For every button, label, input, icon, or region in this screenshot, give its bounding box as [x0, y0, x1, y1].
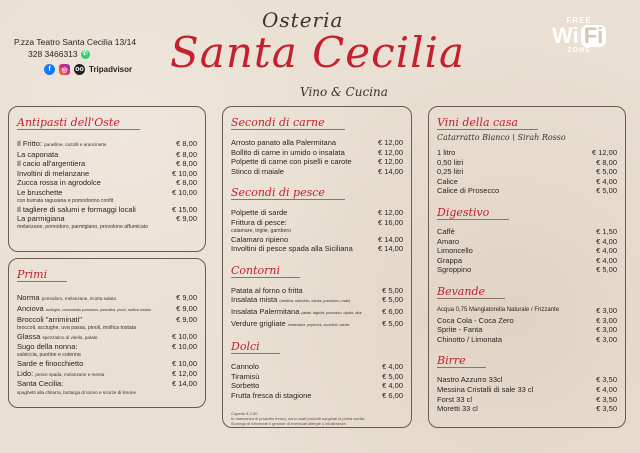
list-item: Broccoli "arriminati" € 9,00 [17, 315, 197, 325]
footer-notes [231, 411, 403, 426]
list-item: Anciova acciughe, concentrato pomodoro, passolina, pinoli, mollica tostata € 9,00 [17, 303, 197, 313]
antipasti-list [17, 139, 197, 231]
secondi-carne-title: Secondi di carne [231, 116, 345, 130]
list-item: Nastro Azzurro 33cl € 3,50 [437, 375, 617, 385]
list-item: Polpette di carne con piselli e carote € 12,00 [231, 157, 403, 167]
disclaimer-1: In mancanza di prodotto fresco, sono usati prodotti surgelati di prima scelta. [231, 415, 366, 421]
list-item: Sprite - Fanta € 3,00 [437, 325, 617, 335]
tripadvisor-label: Tripadvisor [89, 65, 133, 74]
address-block [14, 36, 136, 60]
wifi-wi: Wi [552, 23, 579, 48]
list-item: Stinco di maiale € 14,00 [231, 166, 403, 176]
cecilia-note: spaghetti alla chitarra, bottarga di tonno e scorze di limone [17, 389, 136, 395]
primi-title: Primi [17, 268, 67, 282]
bevande-title: Bevande [437, 285, 505, 299]
list-item: Il tagliere di salumi e formaggi locali € 15,00 [17, 204, 197, 214]
list-item: Amaro € 4,00 [437, 236, 617, 246]
whatsapp-icon: ✆ [82, 51, 88, 57]
dolci-list [231, 362, 403, 400]
social-links [44, 64, 132, 75]
list-item: Forst 33 cl € 3,50 [437, 394, 617, 404]
list-item: Cannolo € 4,00 [231, 362, 403, 372]
list-item: Sorbetto € 4,00 [231, 381, 403, 391]
list-item: La parmigiana € 9,00 [17, 214, 197, 224]
contorni-list [231, 286, 403, 330]
list-item: Chinotto / Limonata € 3,00 [437, 334, 617, 344]
list-item: Frutta fresca di stagione € 6,00 [231, 390, 403, 400]
list-item: Polpette di sarde € 12,00 [231, 208, 403, 218]
vini-types: Catarratto Bianco \ Sirah Rosso [437, 133, 566, 142]
list-item: Sugo della nonna: € 10,00 [17, 342, 197, 352]
list-item: Glassa spezzatino di vitello, patate € 10,00 [17, 331, 197, 341]
phone-row [28, 48, 136, 60]
list-item: Verdure grigliate melanzane, peperoni, zucchine, carote € 5,00 [231, 318, 403, 328]
list-item: Calamaro ripieno € 14,00 [231, 234, 403, 244]
list-item: Norma pomodoro, melanzane, ricotta salata € 9,00 [17, 293, 197, 302]
list-item: Insalata Palermitana patate, fagiolini, pomodoro, cipolla, olive € 6,00 [231, 306, 403, 316]
list-item: 0,25 litri € 5,00 [437, 167, 617, 177]
coperto-note: Coperto € 2,00 [231, 410, 258, 416]
right-box [428, 106, 626, 428]
vini-list [437, 148, 617, 196]
list-item: Moretti 33 cl € 3,50 [437, 404, 617, 414]
wifi-free-label: FREE [566, 16, 592, 25]
list-item: Sarde e finocchietto € 10,00 [17, 358, 197, 368]
bevande-list [437, 306, 617, 344]
list-item: Le bruschette € 10,00 [17, 187, 197, 197]
disclaimer-2: Si prega di informare il gestore di eventuali allergie o intolleranze. [231, 420, 347, 426]
primi-list [17, 293, 197, 396]
facebook-icon[interactable]: f [44, 64, 55, 75]
dolci-title: Dolci [231, 340, 280, 354]
list-item: Calice di Prosecco € 5,00 [437, 186, 617, 196]
tripadvisor-icon[interactable]: oo [75, 66, 84, 73]
restaurant-name: Santa Cecilia [170, 28, 465, 77]
bruschette-note: con burrata ragusana e pomodorino confit [17, 197, 114, 204]
parmigiana-note: melanzane, pomodoro, parmigiano, provolone affumicato [17, 223, 149, 230]
list-item: Bollito di carne in umido o insalata € 12,00 [231, 147, 403, 157]
list-item: Involtini di melanzane € 10,00 [17, 168, 197, 178]
list-item: La caponata € 8,00 [17, 149, 197, 159]
contorni-title: Contorni [231, 264, 300, 278]
instagram-icon[interactable]: ◎ [59, 64, 70, 75]
list-item: Frittura di pesce: € 16,00 [231, 217, 403, 227]
digestivo-title: Digestivo [437, 206, 509, 220]
list-item: Patata al forno o fritta € 5,00 [231, 285, 403, 295]
list-item: Calice € 4,00 [437, 176, 617, 186]
list-item: Messina Cristalli di sale 33 cl € 4,00 [437, 384, 617, 394]
list-item: Acqua 0,75 Mangiatorella Naturale / Frizzante € 3,00 [437, 305, 617, 315]
secondi-carne-list [231, 138, 403, 176]
list-item: 0,50 litri € 8,00 [437, 157, 617, 167]
digestivo-list [437, 227, 617, 275]
secondi-pesce-list [231, 208, 403, 253]
list-item: Grappa € 4,00 [437, 255, 617, 265]
restaurant-subtitle: Vino & Cucina [300, 85, 388, 99]
list-item: Santa Cecilia: € 14,00 [17, 379, 197, 389]
list-item: Coca Cola - Coca Zero € 3,00 [437, 315, 617, 325]
birre-list [437, 375, 617, 413]
list-item: Insalata mista (cetalina, radicchio, carota, pomodoro, mais) € 5,00 [231, 295, 403, 305]
list-item: Involtini di pesce spada alla Siciliana € 14,00 [231, 244, 403, 254]
sugo-note: salsiccia, puntine e cotenna [17, 351, 81, 358]
vini-title: Vini della casa [437, 116, 538, 130]
frittura-note: calamare, triglie, gambero [231, 227, 291, 234]
list-item: Arrosto panato alla Palermitana € 12,00 [231, 138, 403, 147]
list-item: Tiramisù € 5,00 [231, 371, 403, 381]
wifi-fi: Fi [581, 25, 607, 47]
wifi-badge [552, 16, 606, 54]
list-item: Caffè € 1,50 [437, 226, 617, 236]
broccoli-note: broccoli, acciughe, uva passa, pinoli, mollica tostata [17, 324, 137, 331]
list-item: Limoncello € 4,00 [437, 246, 617, 256]
list-item: 1 litro € 12,00 [437, 148, 617, 157]
list-item: Sgroppino € 5,00 [437, 265, 617, 275]
list-item: Il cacio all'argentiera € 8,00 [17, 159, 197, 169]
list-item: Il Fritto: panelline, cazzilli e arancinette € 8,00 [17, 139, 197, 148]
birre-title: Birre [437, 354, 486, 368]
address: P.zza Teatro Santa Cecilia 13/14 [14, 37, 137, 47]
wifi-zone-label: ZONE [567, 47, 591, 54]
phone: 328 3466313 [28, 49, 78, 59]
secondi-pesce-title: Secondi di pesce [231, 186, 345, 200]
antipasti-box [8, 106, 206, 252]
osteria-label: Osteria [262, 8, 344, 32]
primi-box [8, 258, 206, 408]
antipasti-title: Antipasti dell'Oste [17, 116, 140, 130]
middle-box [222, 106, 412, 428]
list-item: Lido: pesce spada, melanzane e menta € 12,00 [17, 368, 197, 378]
list-item: Zucca rossa in agrodolce € 8,00 [17, 178, 197, 188]
